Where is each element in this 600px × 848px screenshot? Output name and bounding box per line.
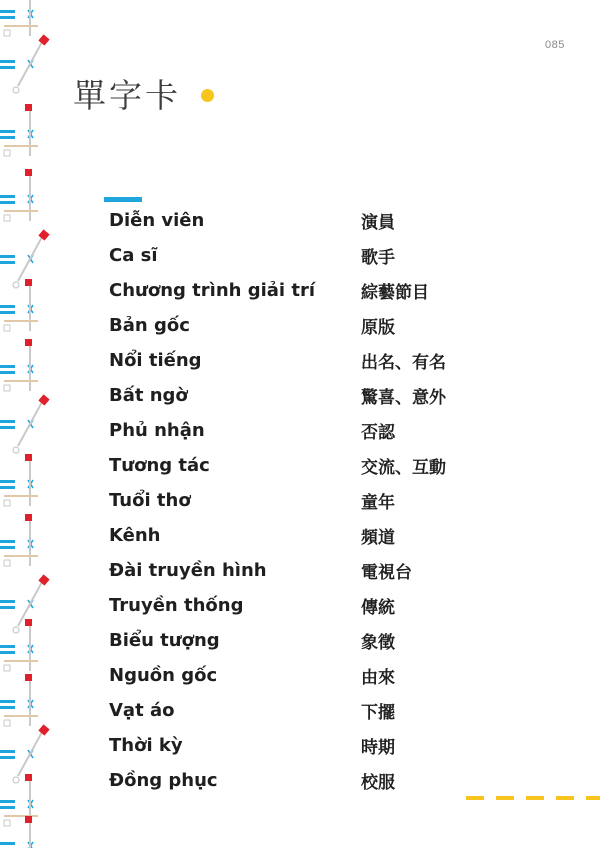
vocab-row bbox=[109, 308, 549, 343]
chinese-translation: 頻道 bbox=[361, 528, 395, 548]
flag-motif-icon bbox=[0, 104, 38, 156]
vietnamese-term: Nổi tiếng bbox=[109, 350, 202, 371]
chinese-translation: 校服 bbox=[361, 773, 395, 793]
vietnamese-term: Bất ngờ bbox=[109, 385, 188, 406]
flag-motif-icon bbox=[0, 674, 38, 726]
vocab-row bbox=[109, 763, 549, 798]
vietnamese-term: Nguồn gốc bbox=[109, 665, 218, 686]
dashed-divider bbox=[466, 796, 600, 801]
chinese-translation: 出名、有名 bbox=[361, 353, 446, 373]
accent-bar bbox=[104, 197, 142, 202]
chinese-translation: 時期 bbox=[361, 738, 395, 758]
vocab-row bbox=[109, 483, 549, 518]
flag-motif-icon bbox=[0, 574, 50, 633]
vocab-row bbox=[109, 448, 549, 483]
vocab-row bbox=[109, 238, 549, 273]
vocab-row bbox=[109, 518, 549, 553]
vocab-row bbox=[109, 588, 549, 623]
flag-motif-icon bbox=[0, 229, 50, 288]
chinese-translation: 電視台 bbox=[361, 563, 412, 583]
flag-motif-icon bbox=[0, 169, 38, 221]
vietnamese-term: Tương tác bbox=[109, 455, 210, 476]
vietnamese-term: Truyền thống bbox=[109, 595, 244, 616]
chinese-translation: 交流、互動 bbox=[361, 458, 446, 478]
vocab-row bbox=[109, 343, 549, 378]
vocab-list bbox=[109, 203, 549, 798]
vietnamese-term: Tuổi thơ bbox=[109, 490, 191, 511]
vietnamese-term: Chương trình giải trí bbox=[109, 280, 316, 301]
flag-motif-icon bbox=[0, 339, 38, 391]
vietnamese-term: Phủ nhận bbox=[109, 420, 205, 441]
flag-motif-icon bbox=[0, 454, 38, 506]
title-dot-icon bbox=[201, 89, 214, 102]
vietnamese-term: Đồng phục bbox=[109, 770, 218, 791]
vietnamese-term: Thời kỳ bbox=[109, 735, 183, 756]
chinese-translation: 驚喜、意外 bbox=[361, 388, 446, 408]
chinese-translation: 原版 bbox=[361, 318, 395, 338]
flag-motif-icon bbox=[0, 0, 38, 36]
chinese-translation: 童年 bbox=[361, 493, 395, 513]
vocab-row bbox=[109, 658, 549, 693]
vocab-row bbox=[109, 203, 549, 238]
vocab-row bbox=[109, 273, 549, 308]
vocab-row bbox=[109, 553, 549, 588]
vocab-row bbox=[109, 413, 549, 448]
vietnamese-term: Biểu tượng bbox=[109, 630, 220, 651]
vietnamese-term: Bản gốc bbox=[109, 315, 190, 336]
vietnamese-term: Đài truyền hình bbox=[109, 560, 267, 581]
vocab-row bbox=[109, 693, 549, 728]
flag-motif-icon bbox=[0, 514, 38, 566]
decorative-border bbox=[0, 0, 60, 848]
chinese-translation: 演員 bbox=[361, 213, 395, 233]
chinese-translation: 下擺 bbox=[361, 703, 395, 723]
page-header bbox=[73, 70, 214, 117]
chinese-translation: 象徵 bbox=[361, 633, 395, 653]
page-title: 單字卡 bbox=[73, 76, 181, 115]
vietnamese-term: Kênh bbox=[109, 525, 161, 546]
vietnamese-term: Diễn viên bbox=[109, 210, 205, 231]
vocab-row bbox=[109, 378, 549, 413]
chinese-translation: 由來 bbox=[361, 668, 395, 688]
page-number: 085 bbox=[545, 39, 565, 51]
chinese-translation: 否認 bbox=[361, 423, 395, 443]
flag-motif-icon bbox=[0, 816, 38, 848]
vocab-row bbox=[109, 728, 549, 763]
chinese-translation: 歌手 bbox=[361, 248, 395, 268]
chinese-translation: 傳統 bbox=[361, 598, 395, 618]
vocab-row bbox=[109, 623, 549, 658]
flag-motif-icon bbox=[0, 724, 50, 783]
vietnamese-term: Vạt áo bbox=[109, 700, 175, 721]
flag-motif-icon bbox=[0, 34, 50, 93]
flag-motif-icon bbox=[0, 619, 38, 671]
vietnamese-term: Ca sĩ bbox=[109, 245, 158, 266]
flag-motif-icon bbox=[0, 394, 50, 453]
chinese-translation: 綜藝節目 bbox=[361, 283, 429, 303]
